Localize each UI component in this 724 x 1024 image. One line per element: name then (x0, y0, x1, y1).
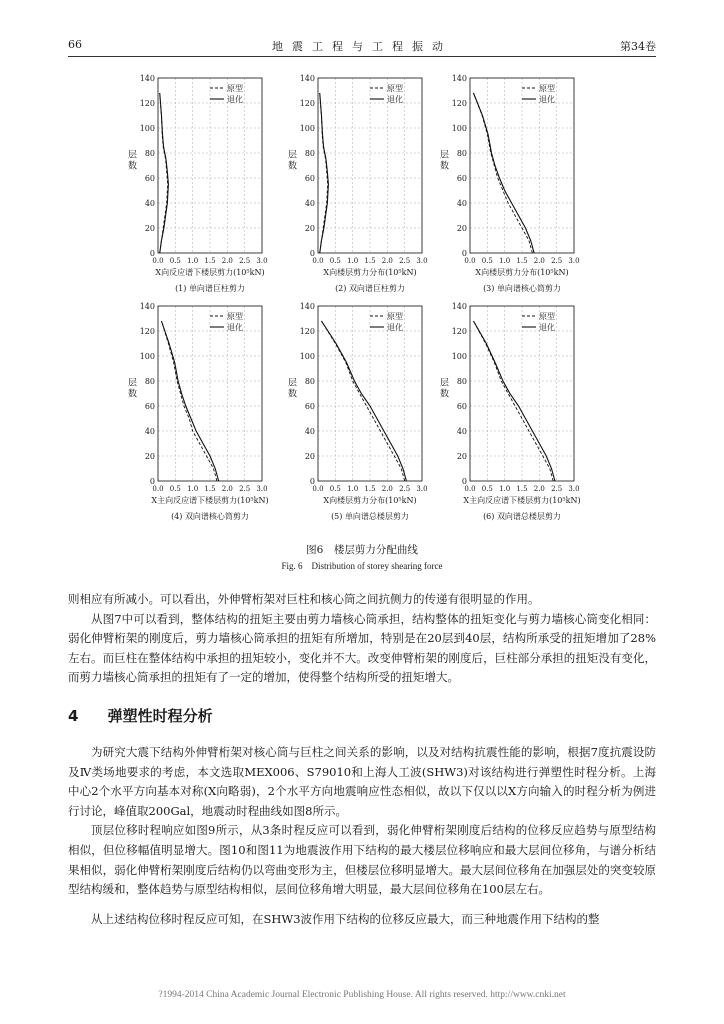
x-tick-label: 0.0 (464, 485, 476, 493)
chart-panel-6 (430, 298, 580, 528)
x-tick-label: 0.0 (312, 485, 324, 493)
figure-caption-en: Fig. 6 Distribution of storey shearing force (281, 561, 443, 571)
x-tick-label: 2.0 (221, 485, 233, 493)
legend-label-original: 原型 (387, 84, 403, 93)
x-tick-label: 2.5 (399, 485, 411, 493)
footer-copyright: ?1994-2014 China Academic Journal Electronic Publishing House. All rights reserved. http://www.cnki.net (158, 990, 566, 1000)
header-rule (68, 56, 656, 57)
x-tick-label: 0.5 (169, 257, 181, 265)
page-number: 66 (68, 38, 82, 51)
figure-caption-cn: 图6 楼层剪力分配曲线 (306, 544, 418, 556)
y-tick-label: 80 (304, 149, 315, 158)
x-tick-label: 0.5 (481, 485, 493, 493)
paragraph: 从图7中可以看到，整体结构的扭矩主要由剪力墙核心筒承担，结构整体的扭矩变化与剪力墙核心筒变化相同：弱化伸臂桁架的刚度后，剪力墙核心筒承担的扭矩有所增加，特别是在20层到40层，结构所承受的扭矩增加了28%左右。而巨柱在整体结构中承担的扭矩较小，变化并不大。改变伸臂桁架的刚度后，巨柱部分承担的扭矩没有变化，而剪力墙核心筒承担的扭矩有了一定的增加，使得整个结构所受的扭矩增大。 (68, 611, 656, 685)
y-tick-label: 100 (451, 352, 467, 361)
y-axis-label: 层数 (288, 378, 298, 400)
legend-label-degraded: 退化 (539, 323, 555, 332)
legend-label-original: 原型 (227, 84, 243, 93)
y-tick-label: 20 (304, 224, 315, 233)
y-tick-label: 0 (461, 477, 467, 486)
y-tick-label: 100 (299, 352, 315, 361)
y-tick-label: 20 (456, 224, 467, 233)
paragraph: 为研究大震下结构外伸臂桁架对核心筒与巨柱之间关系的影响，以及对结构抗震性能的影响，根据7度抗震设防及Ⅳ类场地要求的考虑，本文选取MEX006、S79010和上海人工波(SHW3)对该结构进行弹塑性时程分析。上海中心2个水平方向基本对称(X向略弱)，2个水平方向地震响应性态相似，故以下仅以以X方向输入的时程分析为例进行讨论，峰值取200Gal，地震动时程曲线如图8所示。 (68, 745, 656, 818)
chart-panel-3 (430, 70, 580, 300)
section-heading (68, 705, 213, 726)
x-tick-label: 1.5 (516, 257, 528, 265)
y-tick-label: 140 (299, 302, 315, 311)
y-tick-label: 140 (299, 74, 315, 83)
paragraph: 顶层位移时程响应如图9所示，从3条时程反应可以看到，弱化伸臂桁架刚度后结构的位移反应趋势与原型结构相似，但位移幅值明显增大。图10和图11为地震波作用下结构的最大楼层位移响应和最大层间位移角，与谱分析结果相似，弱化伸臂桁架刚度后结构仍以弯曲变形为主，但楼层位移明显增大。最大层间位移角在加强层处的突变较原型结构缓和，整体趋势与原型结构相似，层间位移角增大明显，最大层间位移角在100层左右。 (68, 823, 656, 897)
body-block-1 (68, 590, 656, 688)
legend-label-degraded: 退化 (387, 323, 403, 332)
y-tick-label: 60 (304, 174, 315, 183)
grid (318, 78, 422, 253)
x-tick-label: 3.0 (256, 257, 268, 265)
y-tick-label: 60 (144, 174, 155, 183)
x-tick-label: 1.0 (499, 257, 511, 265)
x-tick-label: 2.5 (239, 485, 251, 493)
x-tick-label: 1.0 (347, 485, 359, 493)
x-tick-label: 1.5 (204, 485, 216, 493)
x-tick-label: 0.5 (481, 257, 493, 265)
y-tick-label: 40 (144, 427, 155, 436)
grid (318, 306, 422, 481)
series-line-original (473, 321, 553, 481)
x-tick-label: 2.5 (551, 257, 563, 265)
legend (370, 311, 403, 332)
y-tick-label: 80 (456, 149, 467, 158)
x-tick-label: 0.0 (464, 257, 476, 265)
x-axis-label: X向楼层剪力分布(10⁵kN) (323, 496, 417, 505)
volume-label: 第34卷 (620, 40, 656, 53)
panel-caption: (1) 单向谱巨柱剪力 (175, 284, 245, 293)
series-line-degraded (473, 93, 534, 253)
y-axis-label: 层数 (128, 150, 138, 172)
panel-caption: (6) 双向谱总楼层剪力 (483, 512, 561, 521)
x-tick-label: 1.5 (516, 485, 528, 493)
grid (158, 78, 262, 253)
x-tick-label: 2.5 (399, 257, 411, 265)
y-tick-label: 80 (144, 377, 155, 386)
legend-label-degraded: 退化 (539, 95, 555, 104)
y-tick-label: 100 (139, 352, 155, 361)
x-tick-label: 0.0 (312, 257, 324, 265)
series-line-degraded (160, 93, 169, 253)
chart-panel-1 (118, 70, 268, 300)
legend (210, 311, 243, 332)
x-tick-label: 1.5 (364, 257, 376, 265)
section-title: 弹塑性时程分析 (107, 707, 213, 725)
y-tick-label: 20 (304, 452, 315, 461)
chart-panel-4 (118, 298, 268, 528)
y-axis-label: 层数 (128, 378, 138, 400)
grid (158, 306, 262, 481)
series-line-original (321, 321, 404, 481)
x-tick-label: 3.0 (256, 485, 268, 493)
y-axis-label: 层数 (440, 150, 450, 172)
x-tick-label: 0.0 (152, 257, 164, 265)
legend-label-original: 原型 (539, 84, 555, 93)
y-tick-label: 40 (304, 427, 315, 436)
y-tick-label: 100 (451, 124, 467, 133)
x-tick-label: 1.0 (187, 257, 199, 265)
x-tick-label: 2.0 (221, 257, 233, 265)
y-tick-label: 0 (309, 477, 315, 486)
x-axis-label: X向楼层剪力分布(10⁵kN) (475, 268, 569, 277)
y-tick-label: 120 (299, 99, 315, 108)
x-tick-label: 2.0 (533, 257, 545, 265)
chart-panel-5 (278, 298, 428, 528)
x-axis-label: X向反应谱下楼层剪力(10⁵kN) (155, 268, 265, 277)
x-tick-label: 2.0 (381, 485, 393, 493)
y-tick-label: 0 (461, 249, 467, 258)
legend-label-original: 原型 (539, 312, 555, 321)
x-axis-label: X主向反应谱下楼层剪力(10⁵kN) (463, 496, 581, 505)
paragraph: 从上述结构位移时程反应可知，在SHW3波作用下结构的位移反应最大，而三种地震作用下结构的整 (91, 911, 600, 926)
y-axis-label: 层数 (288, 150, 298, 172)
series-line-degraded (161, 321, 218, 481)
y-tick-label: 80 (456, 377, 467, 386)
x-tick-label: 0.5 (329, 257, 341, 265)
y-tick-label: 0 (149, 249, 155, 258)
series-line-degraded (320, 93, 329, 253)
x-tick-label: 0.0 (152, 485, 164, 493)
y-tick-label: 20 (144, 224, 155, 233)
legend-label-degraded: 退化 (227, 95, 243, 104)
y-tick-label: 20 (456, 452, 467, 461)
y-tick-label: 60 (144, 402, 155, 411)
x-tick-label: 3.0 (416, 257, 428, 265)
y-tick-label: 120 (299, 327, 315, 336)
y-tick-label: 60 (456, 402, 467, 411)
panel-caption: (2) 双向谱巨柱剪力 (335, 284, 405, 293)
y-tick-label: 40 (456, 427, 467, 436)
page-header (68, 38, 656, 54)
x-tick-label: 0.5 (169, 485, 181, 493)
x-tick-label: 0.5 (329, 485, 341, 493)
legend (210, 83, 243, 104)
y-tick-label: 0 (309, 249, 315, 258)
x-axis-label: X向楼层剪力分布(10⁵kN) (323, 268, 417, 277)
x-tick-label: 3.0 (416, 485, 428, 493)
y-tick-label: 100 (139, 124, 155, 133)
legend (522, 83, 555, 104)
grid (470, 306, 574, 481)
grid (470, 78, 574, 253)
y-tick-label: 140 (139, 74, 155, 83)
y-tick-label: 80 (144, 149, 155, 158)
x-tick-label: 1.0 (187, 485, 199, 493)
y-tick-label: 20 (144, 452, 155, 461)
x-tick-label: 1.5 (204, 257, 216, 265)
panel-caption: (3) 单向谱核心筒剪力 (483, 284, 561, 293)
x-tick-label: 1.5 (364, 485, 376, 493)
x-tick-label: 1.0 (499, 485, 511, 493)
series-line-degraded (473, 321, 554, 481)
x-tick-label: 3.0 (568, 257, 580, 265)
legend-label-original: 原型 (387, 312, 403, 321)
y-tick-label: 100 (299, 124, 315, 133)
legend (370, 83, 403, 104)
y-tick-label: 140 (451, 74, 467, 83)
y-tick-label: 120 (451, 99, 467, 108)
legend-label-original: 原型 (227, 312, 243, 321)
chart-panel-2 (278, 70, 428, 300)
y-tick-label: 120 (451, 327, 467, 336)
y-tick-label: 40 (304, 199, 315, 208)
series-line-original (473, 93, 532, 253)
x-tick-label: 1.0 (347, 257, 359, 265)
y-tick-label: 0 (149, 477, 155, 486)
y-tick-label: 40 (144, 199, 155, 208)
y-axis-label: 层数 (440, 378, 450, 400)
x-tick-label: 2.5 (551, 485, 563, 493)
y-tick-label: 140 (451, 302, 467, 311)
legend (522, 311, 555, 332)
x-tick-label: 2.5 (239, 257, 251, 265)
legend-label-degraded: 退化 (227, 323, 243, 332)
x-tick-label: 3.0 (568, 485, 580, 493)
paragraph: 则相应有所减小。可以看出，外伸臂桁架对巨柱和核心筒之间抗侧力的传递有很明显的作用。 (68, 592, 540, 606)
y-tick-label: 60 (304, 402, 315, 411)
y-tick-label: 80 (304, 377, 315, 386)
x-tick-label: 2.0 (381, 257, 393, 265)
body-block-2 (68, 743, 656, 929)
y-tick-label: 60 (456, 174, 467, 183)
x-tick-label: 2.0 (533, 485, 545, 493)
panel-caption: (5) 单向谱总楼层剪力 (331, 512, 409, 521)
y-tick-label: 120 (139, 327, 155, 336)
section-number: 4 (68, 707, 79, 725)
x-axis-label: X主向反应谱下楼层剪力(10⁵kN) (151, 496, 269, 505)
y-tick-label: 40 (456, 199, 467, 208)
journal-title: 地震工程与工程振动 (272, 40, 452, 53)
legend-label-degraded: 退化 (387, 95, 403, 104)
y-tick-label: 120 (139, 99, 155, 108)
y-tick-label: 140 (139, 302, 155, 311)
panel-caption: (4) 双向谱核心筒剪力 (171, 512, 249, 521)
